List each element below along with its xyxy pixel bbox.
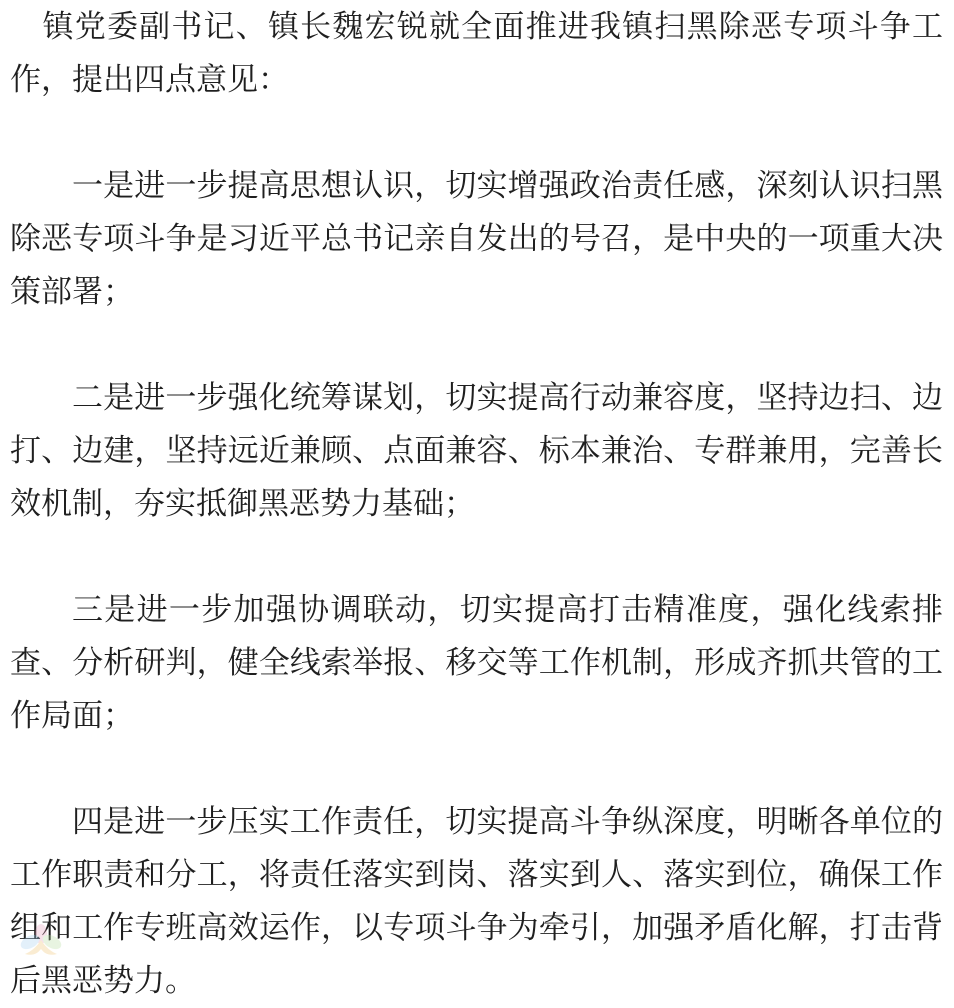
point-two-paragraph: 二是进一步强化统筹谋划，切实提高行动兼容度，坚持边扫、边打、边建，坚持远近兼顾、点面兼容、标本兼治、专群兼用，完善长效机制，夯实抵御黑恶势力基础；	[10, 380, 943, 522]
intro-paragraph: 镇党委副书记、镇长魏宏锐就全面推进我镇扫黑除恶专项斗争工作，提出四点意见：	[10, 9, 943, 98]
article-body	[10, 1, 943, 1008]
point-three-paragraph: 三是进一步加强协调联动，切实提高打击精准度，强化线索排查、分析研判，健全线索举报、移交等工作机制，形成齐抓共管的工作局面；	[10, 592, 943, 734]
point-four-paragraph: 四是进一步压实工作责任，切实提高斗争纵深度，明晰各单位的工作职责和分工，将责任落实到岗、落实到人、落实到位，确保工作组和工作专班高效运作，以专项斗争为牵引，加强矛盾化解，打击背后黑恶势力。	[10, 804, 943, 999]
point-one-paragraph: 一是进一步提高思想认识，切实增强政治责任感，深刻认识扫黑除恶专项斗争是习近平总书记亲自发出的号召，是中央的一项重大决策部署；	[10, 168, 943, 310]
flower-logo-icon	[18, 922, 64, 962]
